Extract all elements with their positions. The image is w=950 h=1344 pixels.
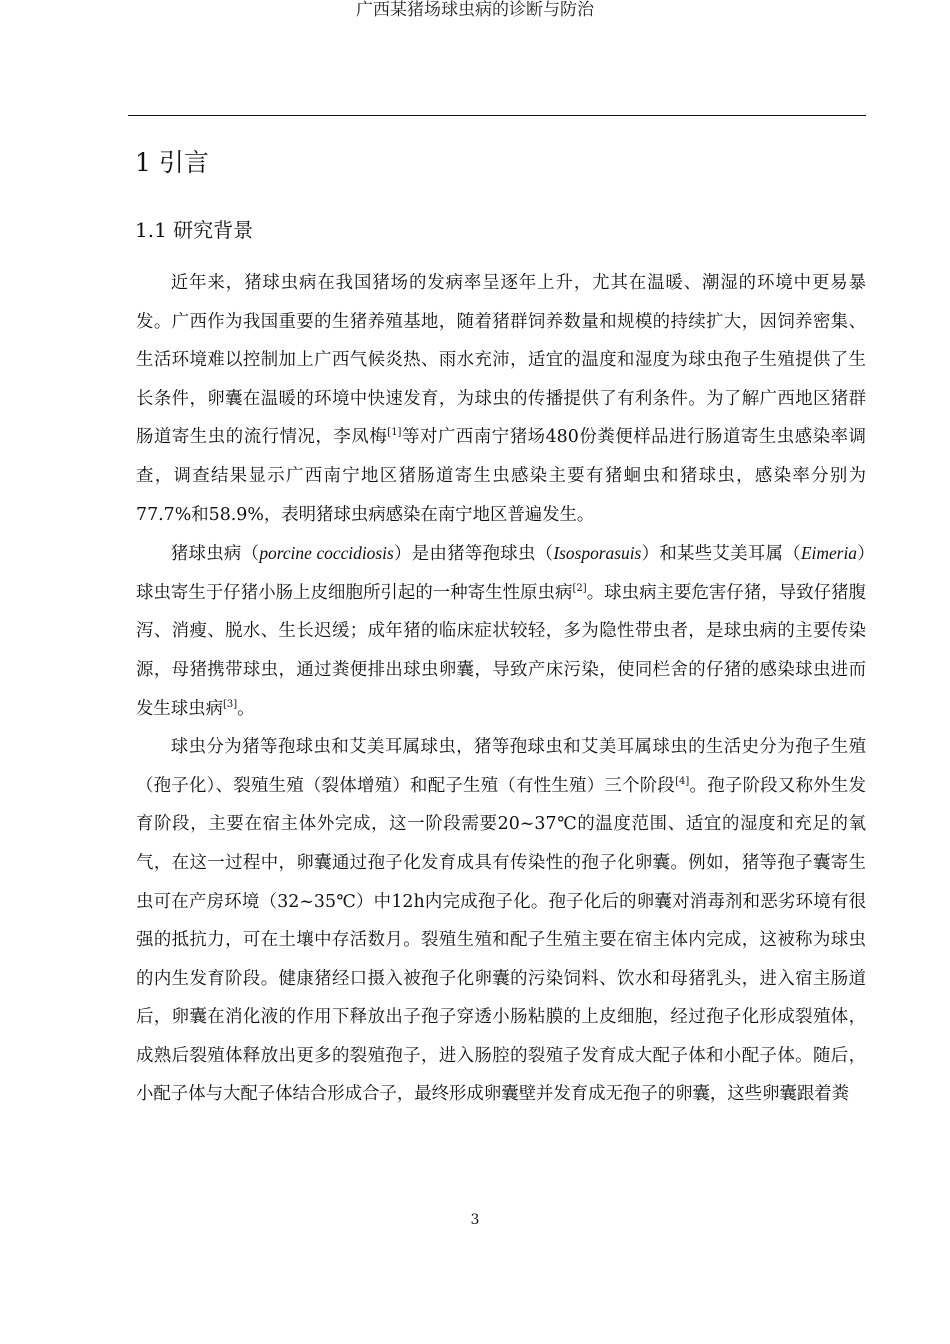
paragraph-2-text-f: 。 bbox=[237, 698, 255, 719]
page-number: 3 bbox=[470, 1212, 480, 1228]
subsection-heading bbox=[135, 216, 253, 244]
latin-term-porcine-coccidiosis: porcine coccidiosis bbox=[259, 543, 394, 564]
paragraph-2-text-b: ）是由猪等孢球虫（ bbox=[393, 544, 554, 565]
header-rule bbox=[128, 115, 866, 116]
paragraph-2-text-e: 。球虫病主要危害仔猪，导致仔猪腹泻、消瘦、脱水、生长迟缓；成年猪的临床症状较轻，多为隐性带虫者，是球虫病的主要传染源，母猪携带球虫，通过粪便排出球虫卵囊，导致产床污染，使同栏舍的仔猪的感染球虫进而发生球虫病 bbox=[136, 582, 866, 719]
paragraph-3-text-a: 球虫分为猪等孢球虫和艾美耳属球虫，猪等孢球虫和艾美耳属球虫的生活史分为孢子生殖（孢子化）、裂殖生殖（裂体增殖）和配子生殖（有性生殖）三个阶段 bbox=[136, 737, 866, 796]
citation-1: [1] bbox=[387, 427, 402, 439]
subsection-number: 1.1 bbox=[135, 218, 167, 242]
section-heading bbox=[135, 148, 209, 178]
paragraph-1-tail: 等对广西南宁猪场480份粪便样品进行肠道寄生虫感染率调查，调查结果显示广西南宁地区猪肠道寄生虫感染主要有猪蛔虫和猪球虫，感染率分别为77.7%和58.9%，表明猪球虫病感染在南宁地区普遍发生。 bbox=[136, 427, 866, 525]
paragraph-3-text-b: 。孢子阶段又称外生发育阶段，主要在宿主体外完成，这一阶段需要20~37℃的温度范围、适宜的湿度和充足的氧气，在这一过程中，卵囊通过孢子化发育成具有传染性的孢子化卵囊。例如，猪等孢子囊寄生虫可在产房环境（32~35℃）中12h内完成孢子化。孢子化后的卵囊对消毒剂和恶劣环境有很强的抵抗力，可在土壤中存活数月。裂殖生殖和配子生殖主要在宿主体内完成，这被称为球虫的内生发育阶段。健康猪经口摄入被孢子化卵囊的污染饲料、饮水和母猪乳头，进入宿主肠道后，卵囊在消化液的作用下释放出子孢子穿透小肠粘膜的上皮细胞，经过孢子化形成裂殖体，成熟后裂殖体释放出更多的裂殖孢子，进入肠腔的裂殖子发育成大配子体和小配子体。随后，小配子体与大配子体结合形成合子，最终形成卵囊壁并发育成无孢子的卵囊，这些卵囊跟着粪 bbox=[136, 775, 866, 1105]
latin-term-eimeria: Eimeria bbox=[800, 543, 857, 564]
section-number: 1 bbox=[135, 148, 151, 177]
latin-term-isosporasuis: Isosporasuis bbox=[553, 543, 642, 564]
running-header: 广西某猪场球虫病的诊断与防治 bbox=[356, 0, 594, 20]
citation-2: [2] bbox=[572, 582, 587, 594]
citation-3: [3] bbox=[222, 698, 238, 710]
citation-4: [4] bbox=[675, 775, 690, 787]
paragraph-1-text: 近年来，猪球虫病在我国猪场的发病率呈逐年上升，尤其在温暖、潮湿的环境中更易暴发。广西作为我国重要的生猪养殖基地，随着猪群饲养数量和规模的持续扩大，因饲养密集、生活环境难以控制加上广西气候炎热、雨水充沛，适宜的温度和湿度为球虫孢子生殖提供了生长条件，卵囊在温暖的环境中快速发育，为球虫的传播提供了有利条件。为了解广西地区猪群肠道寄生虫的流行情况，李凤梅 bbox=[136, 273, 866, 448]
section-title: 引言 bbox=[158, 148, 209, 177]
paragraph-2-text-a: 猪球虫病（ bbox=[170, 544, 260, 565]
paragraph-2-text-d: ）球虫寄生于仔猪小肠上皮细胞所引起的一种寄生性原虫病 bbox=[136, 544, 866, 603]
subsection-title: 研究背景 bbox=[173, 218, 254, 242]
paragraph-2-text-c: ）和某些艾美耳属（ bbox=[641, 544, 801, 565]
paragraph-2 bbox=[136, 534, 866, 728]
body-text bbox=[136, 264, 866, 1114]
paragraph-1 bbox=[136, 264, 866, 534]
paragraph-3 bbox=[136, 728, 866, 1114]
